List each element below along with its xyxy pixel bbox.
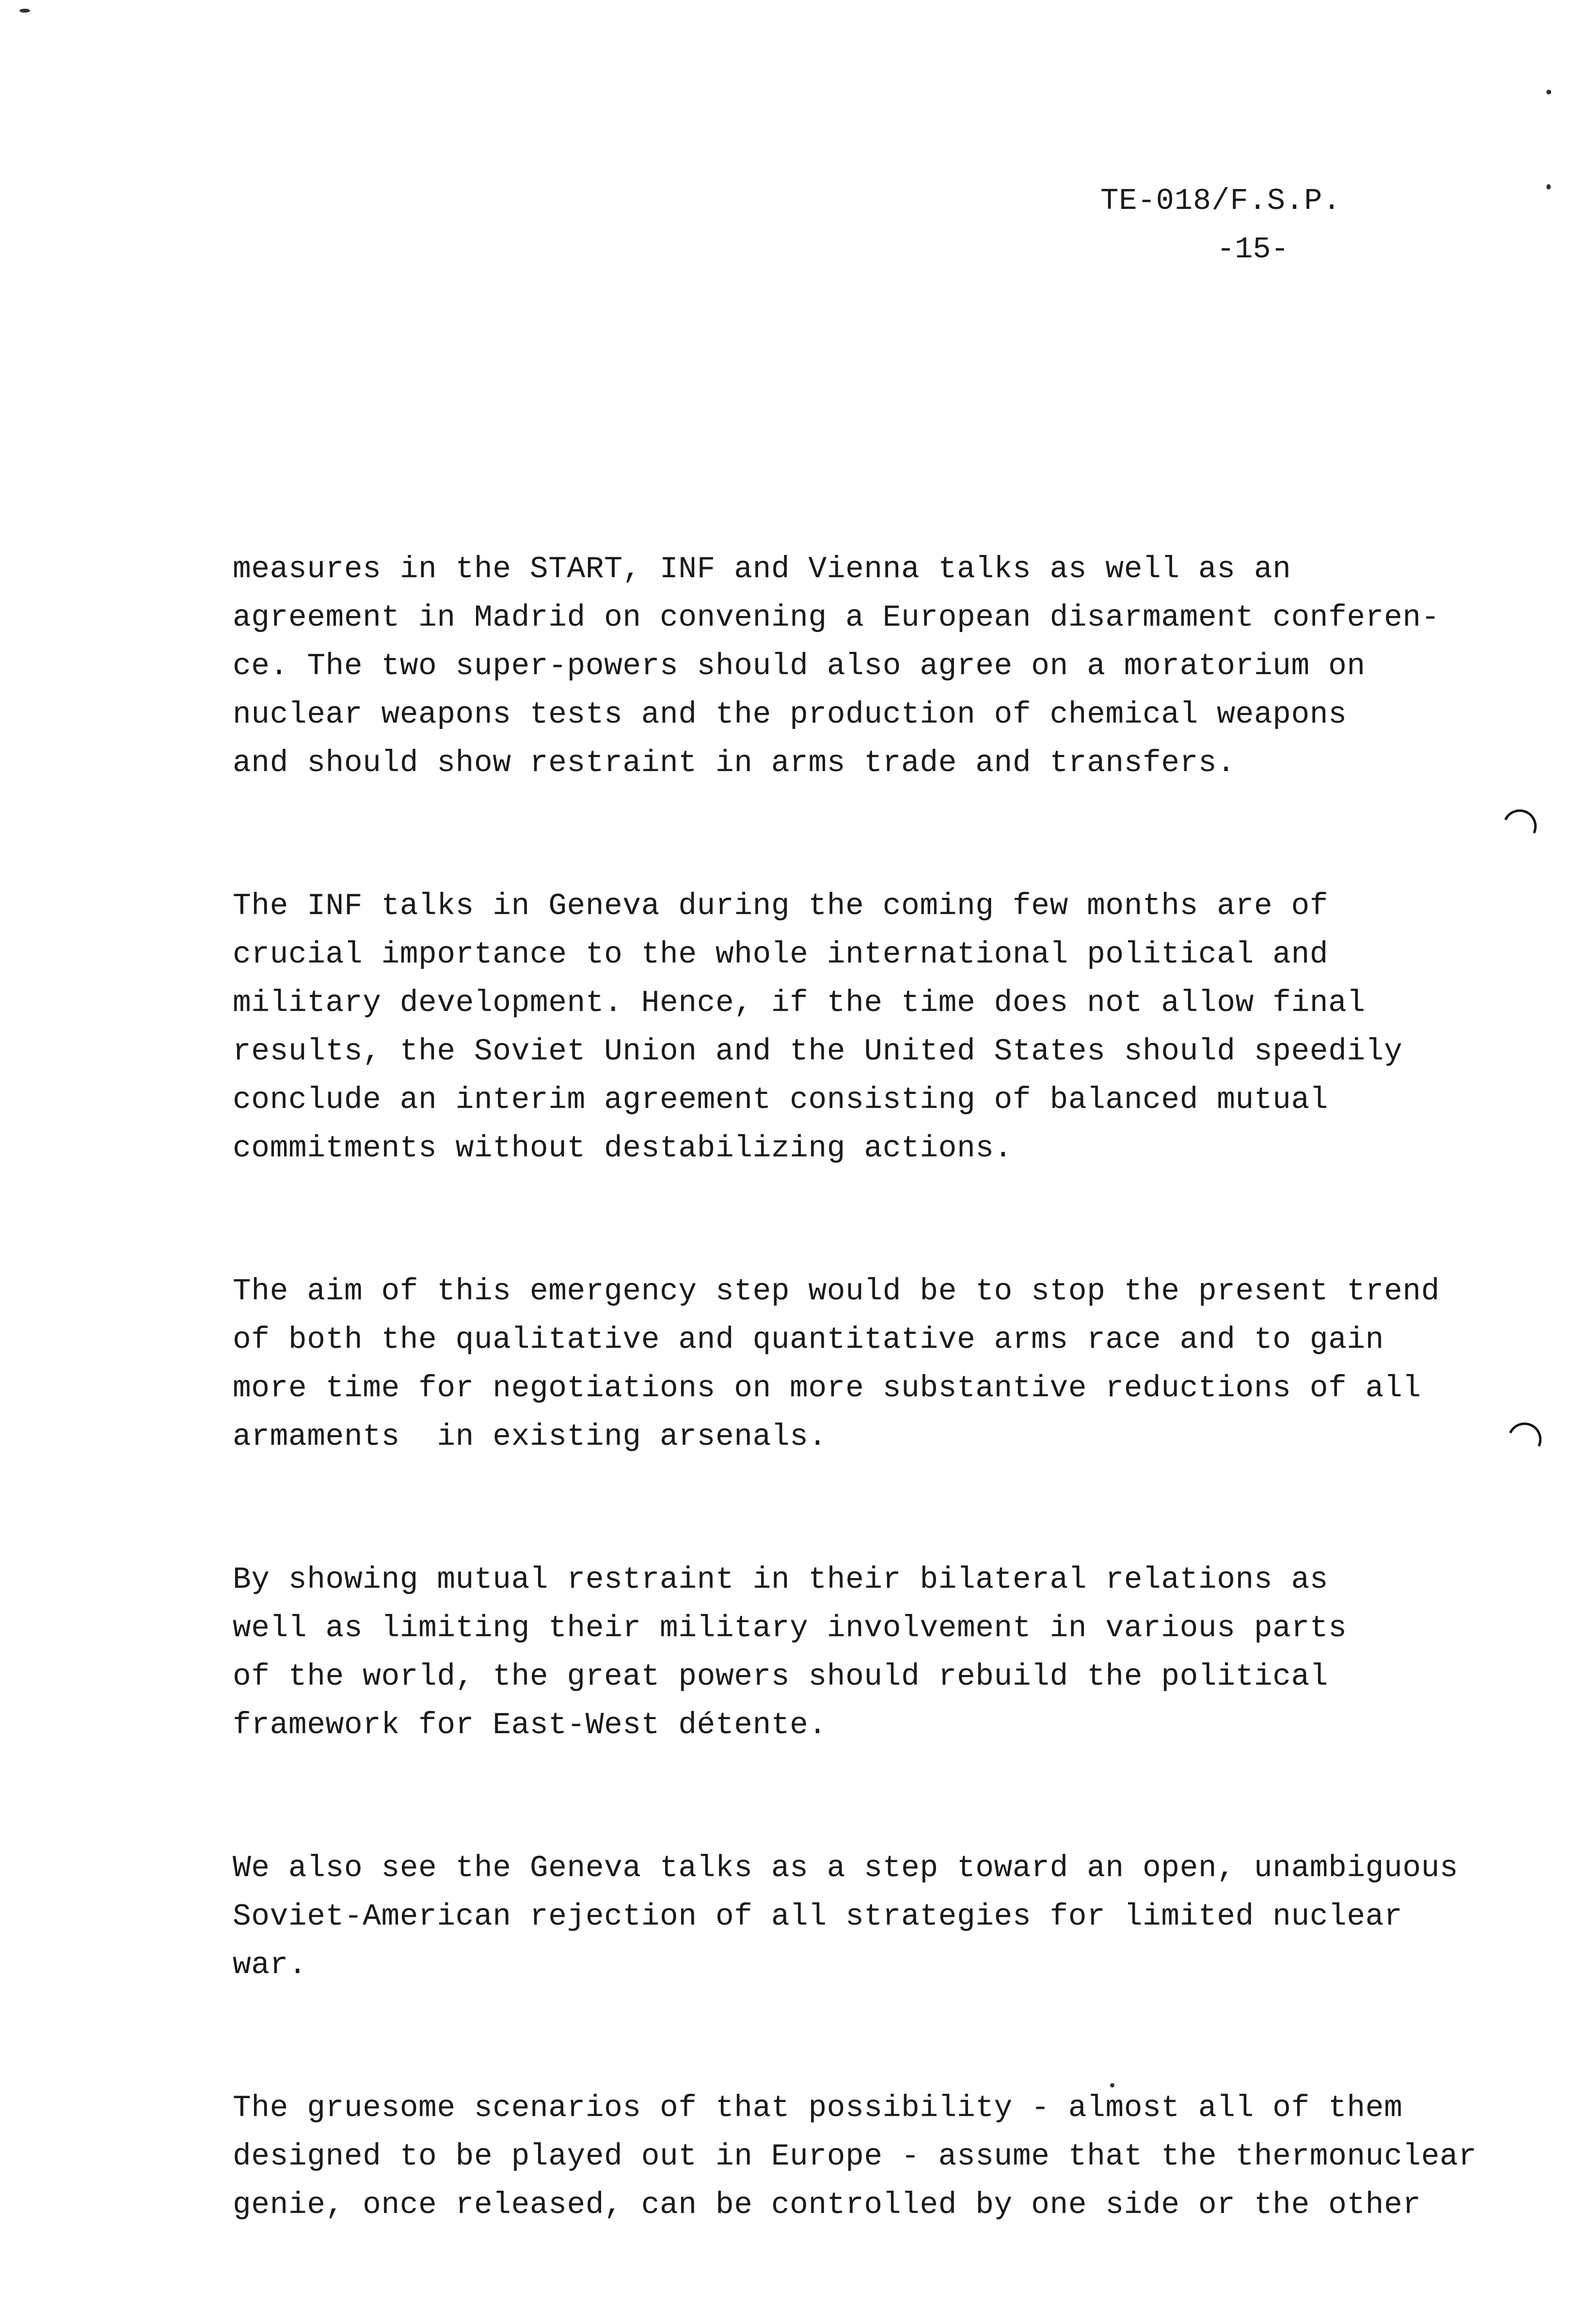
text-line: war.	[233, 1948, 307, 1982]
text-line: Soviet-American rejection of all strategies for limited nuclear	[233, 1899, 1403, 1934]
paragraph-6	[233, 2084, 1551, 2229]
text-line: We also see the Geneva talks as a step toward an open, unambiguous	[233, 1851, 1459, 1885]
text-line: of both the qualitative and quantitative arms race and to gain	[233, 1323, 1384, 1357]
text-line: agreement in Madrid on convening a European disarmament conferen-	[233, 601, 1440, 635]
paragraph-1	[233, 545, 1551, 788]
paragraph-4	[233, 1556, 1551, 1750]
paragraph-5	[233, 1844, 1551, 1990]
text-line: The INF talks in Geneva during the coming few months are of	[233, 889, 1329, 923]
scan-speck	[1546, 90, 1551, 95]
text-line: military development. Hence, if the time does not allow final	[233, 986, 1366, 1020]
text-line: designed to be played out in Europe - assume that the thermonuclear	[233, 2139, 1477, 2174]
text-line: framework for East-West détente.	[233, 1708, 827, 1742]
text-line: commitments without destabilizing actions.	[233, 1131, 1013, 1166]
text-line: ce. The two super-powers should also agree on a moratorium on	[233, 649, 1366, 683]
text-line: of the world, the great powers should rebuild the political	[233, 1660, 1329, 1694]
text-line: armaments in existing arsenals.	[233, 1420, 827, 1454]
text-line: The gruesome scenarios of that possibility - almost all of them	[233, 2091, 1403, 2125]
body-text	[233, 545, 1551, 2324]
text-line: genie, once released, can be controlled by one side or the other	[233, 2188, 1421, 2222]
scan-speck	[1546, 184, 1551, 190]
text-line: nuclear weapons tests and the production of chemical weapons	[233, 697, 1347, 732]
text-line: more time for negotiations on more substantive reductions of all	[233, 1371, 1421, 1406]
page-number: -15-	[1217, 232, 1289, 267]
paragraph-2	[233, 882, 1551, 1173]
paragraph-3	[233, 1267, 1551, 1461]
document-reference: TE-018/F.S.P.	[1100, 184, 1341, 218]
text-line: measures in the START, INF and Vienna talks as well as an	[233, 552, 1291, 586]
text-line: By showing mutual restraint in their bilateral relations as	[233, 1563, 1329, 1597]
text-line: well as limiting their military involvement in various parts	[233, 1611, 1347, 1645]
text-line: conclude an interim agreement consisting of balanced mutual	[233, 1083, 1329, 1117]
scan-speck	[19, 9, 30, 13]
scan-speck	[1110, 2083, 1114, 2087]
text-line: The aim of this emergency step would be to stop the present trend	[233, 1274, 1440, 1309]
text-line: results, the Soviet Union and the United States should speedily	[233, 1034, 1403, 1069]
text-line: crucial importance to the whole international political and	[233, 937, 1329, 972]
text-line: and should show restraint in arms trade and transfers.	[233, 746, 1236, 780]
